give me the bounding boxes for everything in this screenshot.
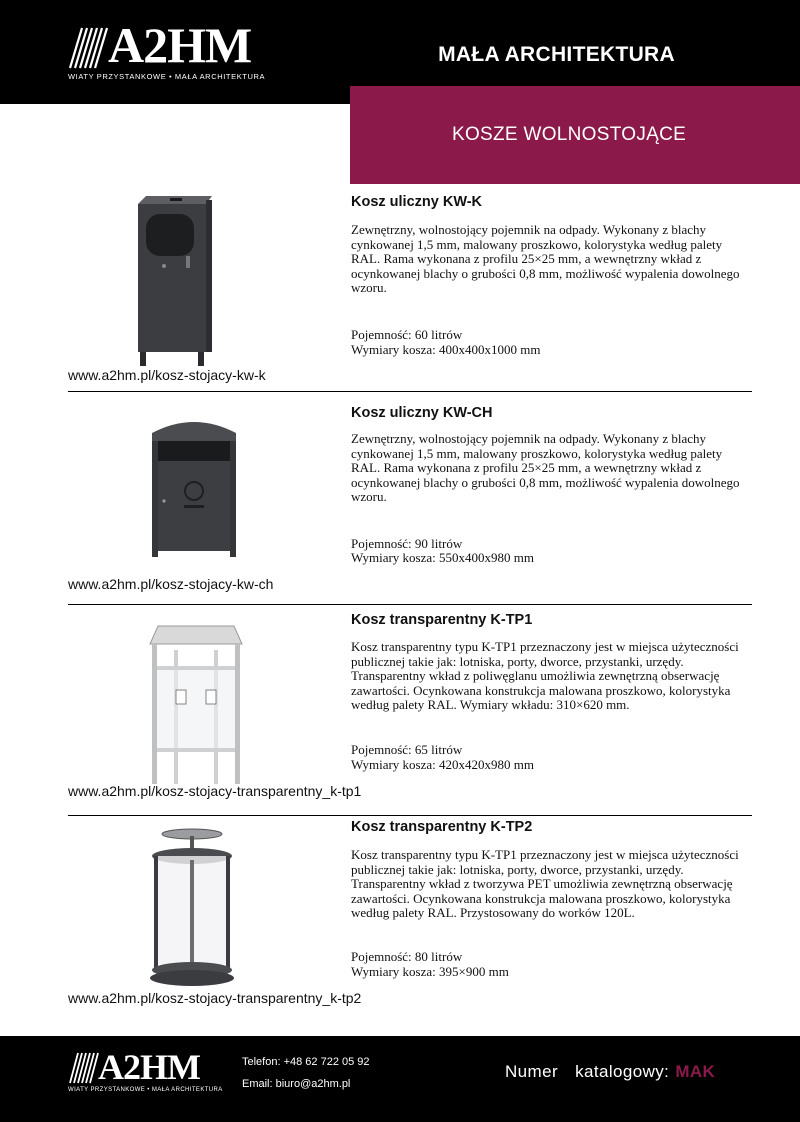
logo-text: A2HM	[108, 17, 252, 73]
product-capacity: Pojemność: 90 litrów	[351, 536, 463, 551]
section-divider	[68, 391, 752, 392]
product-link[interactable]: www.a2hm.pl/kosz-stojacy-kw-ch	[68, 576, 274, 592]
catalog-label: Numer katalogowy:	[505, 1062, 670, 1081]
page-footer	[0, 1036, 800, 1122]
product-link[interactable]: www.a2hm.pl/kosz-stojacy-transparentny_k-tp1	[68, 783, 362, 799]
category-title: KOSZE WOLNOSTOJĄCE	[452, 124, 687, 145]
logo-tagline: WIATY PRZYSTANKOWE • MAŁA ARCHITEKTURA	[68, 72, 266, 81]
footer-logo-tagline: WIATY PRZYSTANKOWE • MAŁA ARCHITEKTURA	[68, 1087, 223, 1093]
product-kw-ch	[68, 403, 752, 601]
category-banner	[350, 86, 800, 184]
section-divider	[68, 604, 752, 605]
a2hm-logo	[68, 17, 268, 86]
product-kw-k	[68, 192, 752, 390]
trash-bin-kw-k-image	[134, 192, 214, 366]
product-description: Zewnętrzny, wolnostojący pojemnik na odpady. Wykonany z blachy cynkowanej 1,5 mm, malowany proszkowo, kolorystyka według palety RAL. Rama wykonana z profilu 25×25 mm, a wewnętrzny wkład z ocynkowanej blachy o grubości 0,8 mm, możliwość wypalenia dowolnego wzoru.	[351, 222, 740, 296]
product-title: Kosz uliczny KW-CH	[351, 405, 493, 421]
footer-email[interactable]: Email: biuro@a2hm.pl	[242, 1078, 351, 1090]
logo-stripes-icon	[68, 26, 112, 70]
product-title: Kosz transparentny K-TP1	[351, 612, 533, 628]
product-description: Zewnętrzny, wolnostojący pojemnik na odpady. Wykonany z blachy cynkowanej 1,5 mm, malowany proszkowo, kolorystyka według palety RAL. Rama wykonana z profilu 25×25 mm, a wewnętrzny wkład z ocynkowanej blachy o grubości 0,8 mm, możliwość wypalenia dowolnego wzoru.	[351, 431, 740, 505]
product-k-tp2	[68, 818, 752, 1010]
product-dimensions: Wymiary kosza: 550x400x980 mm	[351, 550, 534, 565]
product-link[interactable]: www.a2hm.pl/kosz-stojacy-transparentny_k-tp2	[68, 990, 362, 1006]
footer-logo	[68, 1047, 223, 1101]
product-description: Kosz transparentny typu K-TP1 przeznaczony jest w miejsca użyteczności publicznej takie jak: lotniska, porty, dworce, przystanki, urzędy. Transparentny wkład z poliwęglanu umożliwia zewnętrzną obserwację zawartości. Ocynkowana konstrukcja malowana proszkowo, kolorystyka według palety RAL. Wymiary wkładu: 310×620 mm.	[351, 639, 739, 713]
product-dimensions: Wymiary kosza: 400x400x1000 mm	[351, 342, 541, 357]
product-capacity: Pojemność: 60 litrów	[351, 327, 463, 342]
footer-phone[interactable]: Telefon: +48 62 722 05 92	[242, 1056, 370, 1068]
product-capacity: Pojemność: 80 litrów	[351, 949, 463, 964]
section-divider	[68, 815, 752, 816]
product-capacity: Pojemność: 65 litrów	[351, 742, 463, 757]
footer-logo-text: A2HM	[98, 1047, 200, 1087]
product-title: Kosz uliczny KW-K	[351, 194, 483, 210]
trash-bin-k-tp2-image	[146, 826, 238, 992]
trash-bin-kw-ch-image	[148, 411, 240, 557]
product-k-tp1	[68, 612, 752, 806]
product-dimensions: Wymiary kosza: 420x420x980 mm	[351, 757, 534, 772]
catalog-code: MAK	[675, 1062, 716, 1081]
trash-bin-k-tp1-image	[146, 620, 246, 784]
product-link[interactable]: www.a2hm.pl/kosz-stojacy-kw-k	[68, 367, 266, 383]
product-dimensions: Wymiary kosza: 395×900 mm	[351, 964, 509, 979]
product-title: Kosz transparentny K-TP2	[351, 819, 533, 835]
section-title: MAŁA ARCHITEKTURA	[438, 43, 675, 66]
logo-stripes-icon	[68, 1051, 100, 1085]
catalog-number	[505, 1062, 715, 1082]
product-description: Kosz transparentny typu K-TP1 przeznaczony jest w miejsca użyteczności publicznej takie jak: lotniska, porty, dworce, przystanki, urzędy. Transparentny wkład z tworzywa PET umożliwia zewnętrzną obserwację zawartości. Ocynkowana konstrukcja malowana proszkowo, kolorystyka według palety RAL. Przystosowany do worków 120L.	[351, 847, 739, 921]
